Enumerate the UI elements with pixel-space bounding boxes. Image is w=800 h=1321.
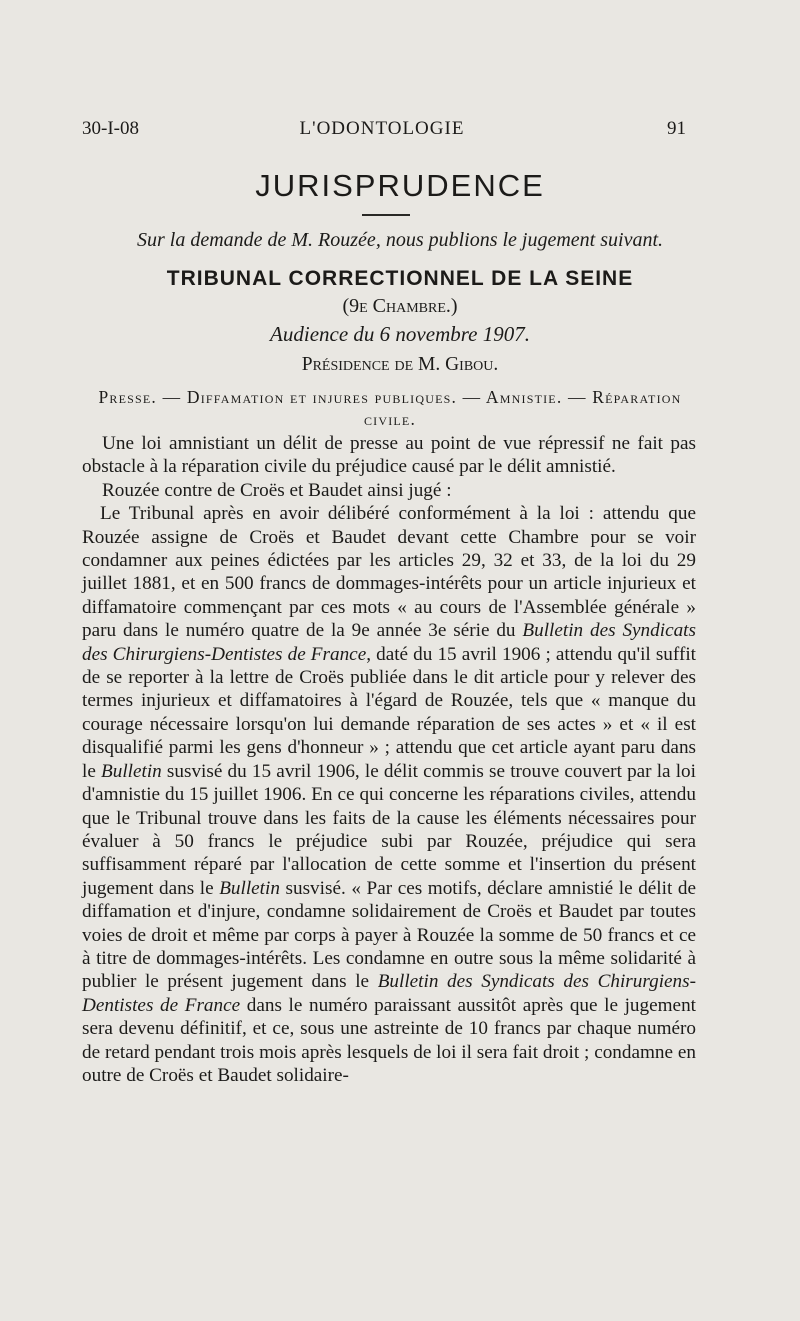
title-rule [362,214,410,216]
article-body [82,432,696,1087]
judgment-text-2: , daté du 15 avril 1906 ; attendu qu'il suffit de se reporter à la lettre de Croës publiée dans le dit article pour y relever des termes injurieux et diffamatoires à l'égard de Rouzée, tels que « manque du courage nécessaire lorsqu'on lui demande réparation de ses actes » et « il est disqualifié parmi les gens d'honneur » ; attendu que cet article ayant paru dans le [82,643,696,782]
judgment-text-1: Le Tribunal après en avoir délibéré conformément à la loi : attendu que Rouzée assigne de Croës et Baudet devant cette Chambre pour se voir condamner aux peines édictées par les articles 29, 32 et 33, de la loi du 29 juillet 1881, et en 500 francs de dommages-intérêts pour un article injurieux et diffamatoire commençant par ces mots « au cours de l'Assemblée générale » paru dans le numéro quatre de la 9e année 3e série du [82,503,696,642]
intro-line: Sur la demande de M. Rouzée, nous publions le jugement suivant. [136,229,664,251]
judgment-text-3: susvisé du 15 avril 1906, le délit commis se trouve couvert par la loi d'amnistie du 15 juillet 1906. En ce qui concerne les réparations civiles, attendu que le Tribunal trouve dans les faits de la cause les éléments nécessaires pour évaluer à 50 francs le préjudice subi par Rouzée, préjudice qui sera suffisamment réparé par l'allocation de cette somme et l'insertion du présent jugement dans le [82,760,696,899]
journal-name: L'ODONTOLOGIE [299,118,465,139]
bulletin-title-2: Bulletin des Syndicats des Chirurgiens-Dentistes de France [82,971,696,1016]
issue-date: 30-I-08 [82,118,139,139]
page-number: 91 [667,118,686,139]
judgment-text-4: susvisé. « Par ces motifs, déclare amnistié le délit de diffamation et d'injure, condamne solidairement de Croës et Baudet par toutes voies de droit et même par corps à payer à Rouzée la somme de 50 francs et ce à titre de dommages-intérêts. Les condamne en outre sous la même solidarité à publier le présent jugement dans le [82,877,697,993]
case-line: Rouzée contre de Croës et Baudet ainsi jugé : [102,479,452,501]
bulletin-ref-2: Bulletin [219,877,280,899]
bulletin-title-1: Bulletin des Syndicats des Chirurgiens-Dentistes de France [82,620,696,665]
court-name: TRIBUNAL CORRECTIONNEL DE LA SEINE [166,267,634,290]
keywords: Presse. — Diffamation et injures publiques. — Amnistie. — Réparation civile. [98,387,682,429]
section-title: JURISPRUDENCE [255,168,545,203]
judgment-text-5: dans le numéro paraissant aussitôt après que le jugement sera devenu définitif, et ce, sous une astreinte de 10 francs par chaque numéro de retard pendant trois mois après lesquels de loi il sera fait droit ; condamne en outre de Croës et Baudet solidaire- [82,994,696,1086]
bulletin-ref-1: Bulletin [101,760,162,782]
hearing-date: Audience du 6 novembre 1907. [270,322,530,346]
summary-paragraph: Une loi amnistiant un délit de presse au point de vue répressif ne fait pas obstacle à la réparation civile du préjudice causé par le délit amnistié. [82,433,696,478]
judgment-paragraph [82,502,696,1087]
court-chamber: (9e Chambre.) [342,295,458,317]
running-head [82,118,686,142]
presidency: Présidence de M. Gibou. [301,354,499,375]
